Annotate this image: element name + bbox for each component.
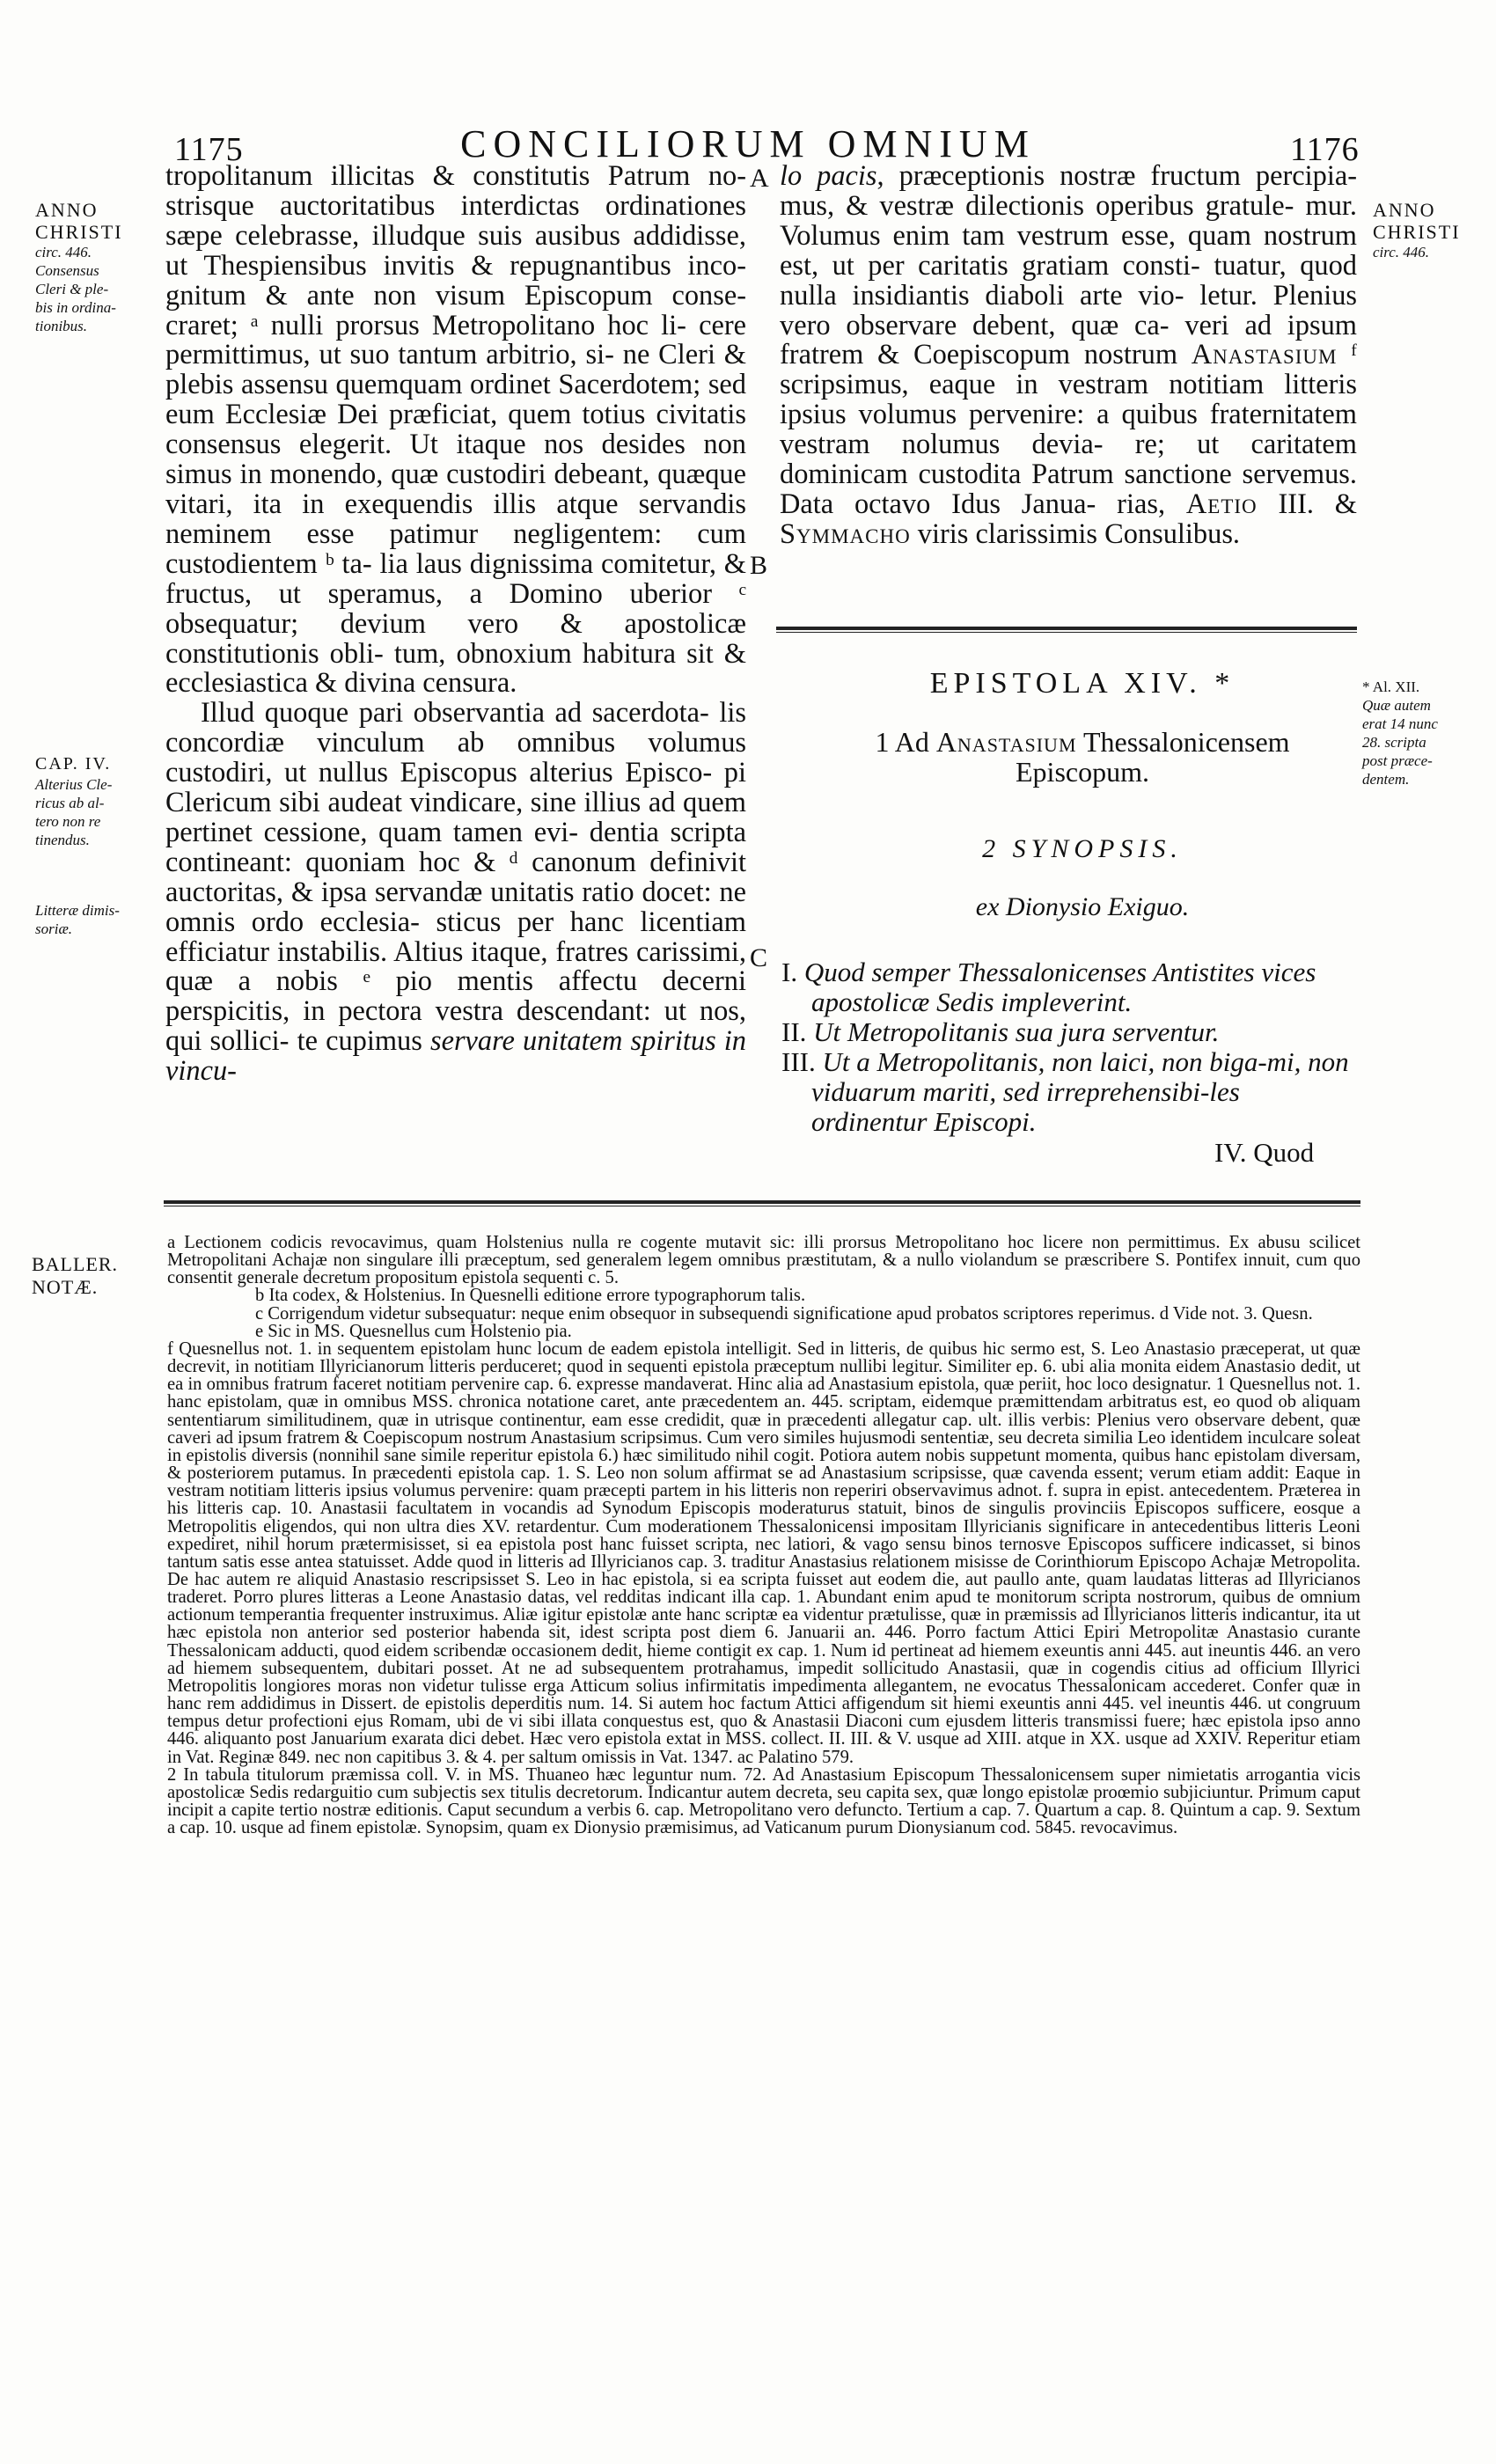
circ-label: circ. 446. xyxy=(1373,244,1430,260)
item-number: II. xyxy=(781,1016,807,1047)
paragraph-2 xyxy=(165,699,746,1087)
subtitle-line2: Episcopum. xyxy=(1016,756,1149,788)
text-line: veri ad ipsum fratrem & Coepiscopum nostrum xyxy=(780,309,1357,371)
text-italic: lo pacis xyxy=(780,160,877,192)
text-line: itaque nos desides non simus in monendo, xyxy=(165,429,746,491)
consensus-line: bis in ordina- xyxy=(35,299,116,316)
balleri-notae-label xyxy=(32,1253,118,1299)
text-line: te cupimus xyxy=(297,1025,422,1058)
text-line: mus, & vestræ dilectionis operibus gratule- xyxy=(780,189,1294,222)
paragraph-right xyxy=(780,162,1357,550)
text-line: quibus fraternitatem vestram nolumus devia- xyxy=(780,399,1357,461)
subtitle-name: Anastasium xyxy=(935,726,1077,758)
text-line: rias, xyxy=(1117,488,1186,520)
footnote-c: c Corrigendum videtur subsequatur: neque enim obsequor in subsequendi significatione apud probatos scriptores reperimus. d Vide not. 3. Quesn. xyxy=(255,1303,1313,1324)
text-line: mur. Volumus enim tam vestrum esse, quam xyxy=(780,189,1357,252)
text-line: cere permittimus, ut suo tantum arbitrio, si- xyxy=(165,309,747,371)
anno-label: ANNO xyxy=(1373,199,1436,221)
text-line: sticus per hanc licentiam efficiatur instabilis. xyxy=(165,906,746,968)
label-line: BALLER. xyxy=(32,1253,119,1275)
side-note-anno-right xyxy=(1373,199,1487,261)
footnote-a: a Lectionem codicis revocavimus, quam Holstenius nulla re cogente mutavit sic: illi prorsus Metropolitano hoc licere non permittimus. Ex abusu scilicet Metropolitani Achajæ non singulare illi præceptum, sed generalem legem omnibus præstitutam, & a nullo violandum se præscribere S. Pontifex innuit, cum quo consentit generale decretum propositum epistola sequenti c. 5. xyxy=(167,1233,1360,1288)
name-aetio: Aetio xyxy=(1185,488,1258,520)
text-line: quem totius civitatis consensus elegerit. Ut xyxy=(165,399,747,461)
side-note-cap-iv xyxy=(35,753,150,849)
text-line: tropolitanum illicitas & constitutis Patrum no- xyxy=(165,160,746,192)
item-text: Ut Metropolitanis sua jura serventur. xyxy=(813,1016,1220,1047)
margin-letter-c: C xyxy=(750,943,768,972)
litterae-line: Litteræ dimis- xyxy=(35,902,120,919)
page-number-left: 1175 xyxy=(174,131,244,168)
text-line: letur. Plenius vero observare debent, quæ ca- xyxy=(780,279,1358,341)
text-line: gnitum & ante non visum Episcopum conse- xyxy=(165,279,746,312)
christi-label: CHRISTI xyxy=(35,221,123,243)
alterius-line: Alterius Cle- xyxy=(35,776,113,793)
footnote-f: f Quesnellus not. 1. in sequentem epistolam hunc locum de eadem epistola intelligit. Sed in litteris, de quibus hic sermo est, S. Leo Anastasio præceperat, ut quæ decrevit, in notitiam Illyricianorum litteris perduceret; quod in sequenti epistola præceptum nullibi legitur. Similiter ep. 6. ubi alia monita eidem Anastasio dedit, ut ea in omnibus fratrum faceret notitiam pervenire cap. 6. expresse mandaverat. Hinc alia ad Anastasium epistola, quæ periit, hoc loco designatur. 1 Quesnellus not. 1. hanc epistolam, quæ in omnibus MSS. chronica notatione caret, ante præcedentem an. 445. scriptam, eidemque præmittendam arbitratus est, eo quod ob aliquam sententiarum similitudinem, quæ in utrisque continentur, eam esse credidit, quæ in præcedenti allegatur cap. ult. illis verbis: Plenius vero observare debent, quæ caveri ad ipsum fratrem & Coepiscopum nostrum Anastasium scripsimus. Cum vero similes hujusmodi sententiæ, seu decreta similia Leo identidem inculcare soleat in epistolis diversis (nonnihil sane simile reperitur epistola 6.) hæc similitudo nihil cogit. Potiora autem nobis suppetunt momenta, quibus hanc epistolam diversam, & posteriorem putamus. In præcedenti epistola cap. 1. S. Leo non solum affirmat se ad Anastasium scripsisse, quæ cavenda essent; verum etiam addit: Eaque in vestram notitiam litteris ipsius volumus pervenire: quam præcepti partem in his litteris non reperiri observavimus adnot. f. supra in epist. antecedentem. Præterea in his litteris cap. 10. Anastasii facultatem in vocandis ad Synodum Episcopis moderaturus statuit, binos de singulis provinciis Episcopos sufficere, eosque a Metropolitis eligendos, qui non ultra dies XV. retardentur. Cum moderationem Thessalonicensi impositam Illyricianis significare in antecedentibus litteris Leoni expediret, nihil horum prætermisisset, si ea epistola post hanc fuisset scripta, nec latiori, & vago sensu binos ternosve Episcopos sufficere indicasset, si binos tantum satis esse antea statuisset. Adde quod in litteris ad Illyricianos cap. 3. traditur Anastasius relationem misisse de Corinthiorum Episcopo Achajæ Metropolita. De hac autem re aliquid Anastasio rescripsisset S. Leo in hac epistola, si ea scripta fuisset aut eodem die, aut paullo ante, quam laudatas litteras ad Illyricianos traderet. Porro plures litteras a Leone Anastasio datas, vel redditas indicant illa cap. 1. Abundant enim apud te monitorum scripta nostrorum, quibus de omnium actionum temperantia frequenter instruximus. Aliæ igitur epistolæ ante hanc scriptæ ea videntur prætulisse, quæ in præmissis ad Illyricianos litteris indicantur, ita ut hæc epistola non anterior sed posterior habenda sit, idest scripta post diem 6. Januarii an. 446. Porro factum Attici Epiri Metropolitæ Anastasio curante Thessalonicam adducti, quod eidem scribendæ occasionem dedit, hieme contigit ex cap. 1. Num id pertineat ad hiemem exeuntis anni 445. aut ineuntis 446. an vero ad hiemem subsequentem, dubitari posset. At ne ad subsequentem protrahamus, impedit sollicitudo Anastasii, quæ in cogendis citius ad officium Illyrici Metropolitis longiores moras non videtur tulisse erga Atticum solius infirmitatis impedimenta allegantem, ne evocatus Thessalonicam accederet. Confer quæ in hanc rem addidimus in Dissert. de epistolis deperditis num. 14. Si autem hoc factum Attici affigendum sit hiemi exeuntis anni 445. vel ineuntis 446. ut congruum tempus detur profectioni ejus Romam, ubi de vi sibi illata conquestus est, quo & Anastasii Diaconi cum ejusdem litteris transmissi fuere; hæc epistola ipso anno 446. aliquanto post Januarium exarata dici debet. Hæc vero epistola extat in MSS. collect. II. III. & V. usque ad XIII. atque in XX. usque ad XXIV. Reperitur etiam in Vat. Reginæ 849. nec non capitibus 3. & 4. per saltum omissis in Vat. 1347. ac Palatino 579. xyxy=(167,1338,1360,1767)
text-line: craret; ᵃ nulli prorsus Metropolitano hoc li- xyxy=(165,309,686,341)
text-line: tum, obnoxium habitura sit & ecclesiastica & xyxy=(165,637,746,700)
item-text: Ut a Metropolitanis, non laici, non biga-mi, non viduarum mariti, sed irreprehensibi-les ordinentur Episcopi. xyxy=(811,1046,1349,1137)
text-line: ne Cleri & plebis assensu quemquam ordinet xyxy=(165,339,746,401)
al-xii-line: dentem. xyxy=(1362,771,1410,788)
text-line: pectora vestra descendant: ut nos, qui sollici- xyxy=(165,995,747,1058)
al-xii-line: Quæ autem xyxy=(1362,697,1431,714)
synopsis-source: ex Dionysio Exiguo. xyxy=(975,892,1190,921)
text-line: dentia scripta contineant: quoniam hoc & ᵈ xyxy=(165,816,746,878)
section-rule xyxy=(776,627,1357,630)
item-number: I. xyxy=(781,957,798,987)
footnote-e: e Sic in MS. Quesnellus cum Holstenio pia. xyxy=(255,1321,572,1341)
footnotes xyxy=(167,1234,1360,1837)
synopsis-item xyxy=(781,1017,1359,1047)
al-xii-line: 28. scripta xyxy=(1362,734,1426,751)
side-note-litterae xyxy=(35,901,150,938)
text-line: Altius itaque, fratres carissimi, quæ a nobis xyxy=(165,935,747,998)
epistola-title: EPISTOLA XIV. * xyxy=(929,667,1236,700)
text-line: ᶠ scripsimus, eaque in vestram xyxy=(780,339,1357,401)
text-line: Sacerdotem; sed eum Ecclesiæ Dei præficiat, xyxy=(165,369,746,431)
christi-label: CHRISTI xyxy=(1373,221,1461,243)
right-column xyxy=(780,162,1357,550)
margin-letter-a: A xyxy=(750,164,769,193)
text-line: patimur negligentem: cum custodientem ᵇ ta- xyxy=(165,517,746,580)
text-line: custodiri, ut nullus Episcopus alterius Episco- xyxy=(165,757,713,789)
text-line: speramus, a Domino uberior ᶜ obsequatur; xyxy=(165,577,746,640)
text-line: exequendis illis atque servandis neminem esse xyxy=(165,488,746,550)
alterius-line: tero non re xyxy=(35,813,101,830)
text-line: sæpe celebrasse, illudque suis ausibus addidisse, xyxy=(165,219,746,252)
page-number-right: 1176 xyxy=(1290,131,1360,168)
text-line: tuatur, quod nulla insidiantis diaboli arte vio- xyxy=(780,249,1357,312)
label-line: NOTÆ. xyxy=(32,1276,99,1298)
circ-label: circ. 446. xyxy=(35,244,92,260)
synopsis-list xyxy=(781,957,1359,1137)
side-note-anno-left xyxy=(35,199,141,335)
text-line: devium vero & apostolicæ constitutionis obli- xyxy=(165,607,746,670)
text-line-italic: servare unitatem spiritus in vincu- xyxy=(165,1025,746,1088)
text-line: , præceptionis nostræ fructum percipia- xyxy=(876,160,1357,192)
anno-label: ANNO xyxy=(35,199,99,221)
item-number: III. xyxy=(781,1046,816,1077)
synopsis-item xyxy=(781,1047,1359,1137)
text-line: ad quem pertinet cessione, quam tamen evi- xyxy=(165,787,746,848)
consensus-line: Cleri & ple- xyxy=(35,281,109,297)
text-line: lia laus dignissima comitetur, & fructus, ut xyxy=(165,547,746,610)
text-line: strisque auctoritatibus interdictas ordinationes xyxy=(165,189,746,222)
footnote-2: 2 In tabula titulorum præmissa coll. V. in MS. Thuaneo hæc leguntur num. 72. Ad Anastasium Episcopum Thessalonicensem super nimietatis arrogantia vicis apostolicæ Sedis redarguitio cum subjectis sex titulis decretorum. Indicantur autem decreta, seu capita sex, quæ longo epistolæ proœmio subjiciuntur. Primum caput incipit a capite tertio nostræ editionis. Caput secundum a verbis 6. cap. Metropolitano vero defuncto. Tertium a cap. 7. Quartum a cap. 8. Quintum a cap. 9. Sextum a cap. 10. usque ad finem epistolæ. Synopsim, quam ex Dionysio præmisimus, ad Vaticanum purum Dionysianum cod. 5845. revocavimus. xyxy=(167,1764,1360,1838)
catchword: IV. Quod xyxy=(1214,1137,1315,1168)
text-line: re; ut caritatem dominicam custodita Patrum xyxy=(780,429,1357,491)
text-line: unitatis ratio docet: ne omnis ordo ecclesia- xyxy=(165,876,746,938)
litterae-line: soriæ. xyxy=(35,920,73,937)
name-symmacho: Symmacho xyxy=(780,517,911,550)
alterius-line: ricus ab al- xyxy=(35,795,105,811)
section-rule-thin xyxy=(776,632,1357,633)
text-line: notitiam litteris ipsius volumus pervenire: a xyxy=(780,369,1357,431)
consensus-line: tionibus. xyxy=(35,318,88,334)
al-xii-line: * Al. XII. xyxy=(1362,678,1420,695)
cap-iv-label: CAP. IV. xyxy=(35,754,112,774)
subtitle-post: Thessalonicensem xyxy=(1076,726,1290,758)
footnote-b: b Ita codex, & Holstenius. In Quesnelli editione errore typographorum talis. xyxy=(255,1286,806,1306)
text-line: Illud quoque pari observantia ad sacerdota- xyxy=(201,697,709,730)
al-xii-line: erat 14 nunc xyxy=(1362,715,1438,732)
paragraph-1 xyxy=(165,162,746,699)
notes-rule xyxy=(164,1200,1360,1204)
alterius-line: tinendus. xyxy=(35,832,90,848)
text-line: quæ custodiri debeant, quæque vitari, ita in xyxy=(165,458,746,520)
subtitle-pre: 1 Ad xyxy=(875,726,936,758)
margin-letter-b: B xyxy=(750,551,768,580)
running-title: CONCILIORUM OMNIUM xyxy=(460,122,1036,165)
item-text: Quod semper Thessalonicenses Antistites vices apostolicæ Sedis impleverint. xyxy=(803,957,1316,1017)
text-line: III. & xyxy=(1257,488,1357,520)
al-xii-line: post præce- xyxy=(1362,752,1433,769)
text-line: viris clarissimis xyxy=(910,517,1098,550)
text-line: nostrum est, ut per caritatis gratiam consti- xyxy=(780,219,1357,282)
epistola-subtitle xyxy=(774,727,1390,787)
synopsis-title: 2 SYNOPSIS. xyxy=(982,834,1183,863)
name-anastasium: Anastasium xyxy=(1191,339,1338,371)
text-line: pi Clericum sibi audeat vindicare, sine illius xyxy=(165,757,746,819)
text-line: ᵉ pio mentis affectu decerni perspicitis, in xyxy=(165,965,746,1028)
text-line: Consulibus. xyxy=(1104,517,1241,550)
text-line: ut Thespiensibus invitis & repugnantibus inco- xyxy=(165,249,746,282)
consensus-line: Consensus xyxy=(35,262,99,279)
text-line: lis concordiæ vinculum ab omnibus volumus xyxy=(165,697,746,759)
text-line: divina censura. xyxy=(344,667,517,700)
synopsis-item xyxy=(781,957,1359,1017)
text-line: sanctione servemus. Data octavo Idus Janua- xyxy=(780,458,1357,520)
left-column xyxy=(165,162,746,1087)
text-line: canonum definivit auctoritas, & ipsa servandæ xyxy=(165,846,746,908)
